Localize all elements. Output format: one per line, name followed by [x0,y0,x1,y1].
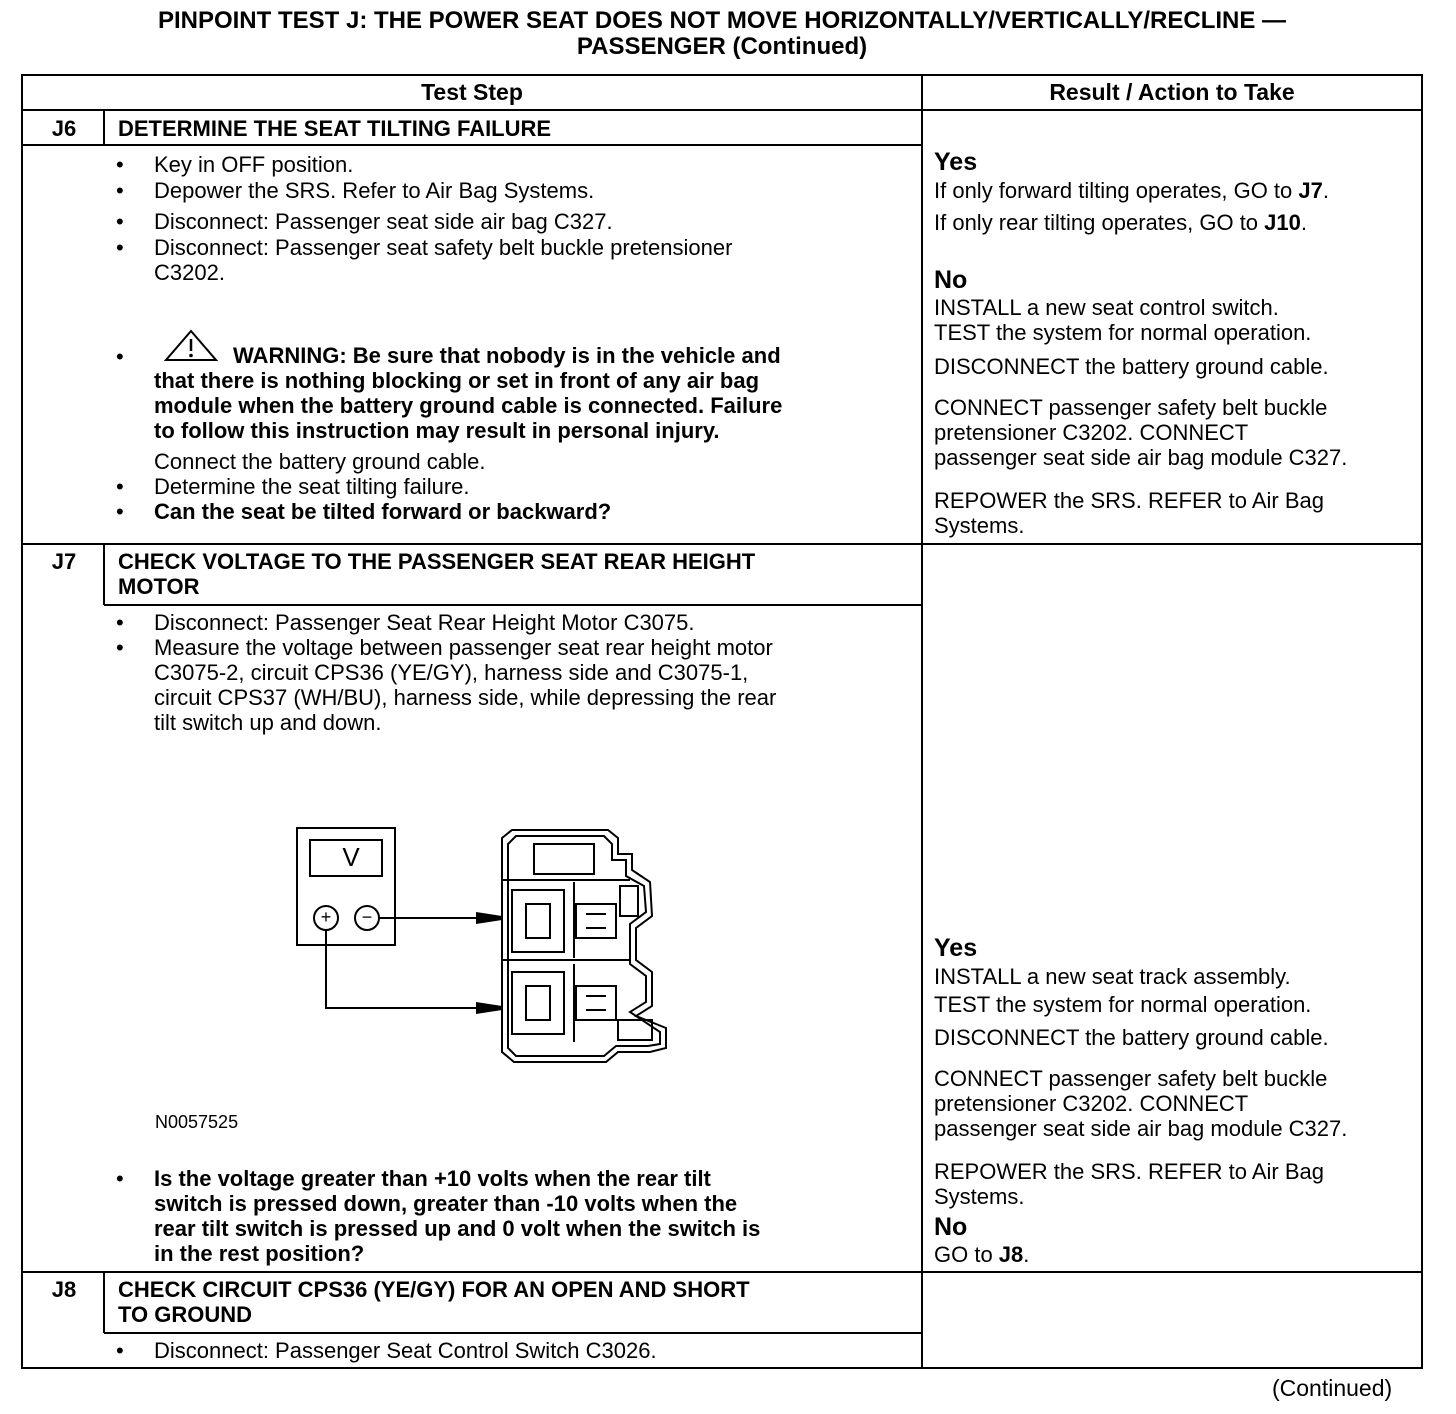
j6-step-1: Key in OFF position. [154,152,354,177]
bullet-icon: • [116,152,124,177]
j7-yes-action-1: INSTALL a new seat track assembly. [934,964,1291,989]
j6-warning-line-4: to follow this instruction may result in personal injury. [154,418,720,443]
j6-warning-line-2: that there is nothing blocking or set in front of any air bag [154,368,760,393]
step-id-j8: J8 [51,1277,77,1302]
step-title-j8-line-1: CHECK CIRCUIT CPS36 (YE/GY) FOR AN OPEN AND SHORT [118,1277,750,1302]
bullet-icon: • [116,474,124,499]
step-title-j8-line-2: TO GROUND [118,1302,253,1327]
j6-step-4-line-1: Disconnect: Passenger seat safety belt buckle pretensioner [154,235,733,260]
j7-yes-action-6: passenger seat side air bag module C327. [934,1116,1348,1141]
j6-no-action-2: TEST the system for normal operation. [934,320,1312,345]
link-j10[interactable]: J10 [1264,210,1301,235]
figure-id: N0057525 [155,1112,239,1132]
j7-step-2-line-2: C3075-2, circuit CPS36 (YE/GY), harness side and C3075-1, [154,660,749,685]
j7-yes-action-7: REPOWER the SRS. REFER to Air Bag [934,1159,1325,1184]
j6-connect-ground: Connect the battery ground cable. [154,449,486,474]
bullet-icon: • [116,610,124,635]
bullet-icon: • [116,1338,124,1363]
bullet-icon: • [116,344,124,369]
j7-yes-action-4: CONNECT passenger safety belt buckle [934,1066,1328,1091]
j7-no-action: GO to J8. [934,1242,1030,1267]
j7-step-1: Disconnect: Passenger Seat Rear Height Motor C3075. [154,610,695,635]
j6-yes-rear: If only rear tilting operates, GO to J10. [934,210,1307,235]
voltmeter-plus-label: + [320,907,332,927]
j7-yes-action-2: TEST the system for normal operation. [934,992,1312,1017]
step-title-j7-line-2: MOTOR [118,574,200,599]
j6-no-action-5: pretensioner C3202. CONNECT [934,420,1249,445]
j7-no-label: No [934,1213,968,1241]
bullet-icon: • [116,635,124,660]
j8-step-1: Disconnect: Passenger Seat Control Switch C3026. [154,1338,657,1363]
j7-question-line-3: rear tilt switch is pressed up and 0 volt when the switch is [154,1216,761,1241]
voltmeter-minus-label: − [361,907,373,927]
j7-question-line-4: in the rest position? [154,1241,365,1266]
j7-question-line-1: Is the voltage greater than +10 volts when the rear tilt [154,1166,711,1191]
bullet-icon: • [116,178,124,203]
j6-step-4-line-2: C3202. [154,260,225,285]
j6-no-label: No [934,266,968,294]
j6-step-2: Depower the SRS. Refer to Air Bag Systems. [154,178,595,203]
j6-yes-forward: If only forward tilting operates, GO to J7. [934,178,1329,203]
continued-footer: (Continued) [1272,1375,1393,1401]
j6-warning-line-3: module when the battery ground cable is connected. Failure [154,393,783,418]
header-test-step: Test Step [421,79,523,105]
step-id-j7: J7 [51,549,77,574]
connector-c3075-icon [502,830,666,1062]
positive-lead [326,930,476,1008]
title-line-2: PASSENGER (Continued) [576,33,868,60]
j7-step-2-line-4: tilt switch up and down. [154,710,382,735]
j7-yes-action-5: pretensioner C3202. CONNECT [934,1091,1249,1116]
j7-step-2-line-1: Measure the voltage between passenger seat rear height motor [154,635,773,660]
j7-question-line-2: switch is pressed down, greater than -10 volts when the [154,1191,738,1216]
j6-step-3: Disconnect: Passenger seat side air bag C327. [154,209,613,234]
link-j7[interactable]: J7 [1298,178,1323,203]
bullet-icon: • [116,499,124,524]
voltmeter-display-label: V [342,842,360,872]
j6-no-action-4: CONNECT passenger safety belt buckle [934,395,1328,420]
j6-no-action-6: passenger seat side air bag module C327. [934,445,1348,470]
j6-step-5: Determine the seat tilting failure. [154,474,470,499]
j6-no-action-3: DISCONNECT the battery ground cable. [934,354,1329,379]
step-id-j6: J6 [51,116,77,141]
j6-no-action-7: REPOWER the SRS. REFER to Air Bag [934,488,1325,513]
warning-triangle-icon [164,329,218,363]
j7-step-2-line-3: circuit CPS37 (WH/BU), harness side, while depressing the rear [154,685,777,710]
header-result-action: Result / Action to Take [1049,79,1295,105]
j6-no-action-1: INSTALL a new seat control switch. [934,295,1279,320]
title-line-1: PINPOINT TEST J: THE POWER SEAT DOES NOT MOVE HORIZONTALLY/VERTICALLY/RECLINE — [157,7,1287,34]
j7-yes-action-3: DISCONNECT the battery ground cable. [934,1025,1329,1050]
j6-no-action-8: Systems. [934,513,1025,538]
j6-warning-line-1: WARNING: Be sure that nobody is in the vehicle and [233,343,781,368]
probe-tip-icon [476,1002,502,1014]
j6-yes-label: Yes [934,148,978,176]
bullet-icon: • [116,1166,124,1191]
bullet-icon: • [116,235,124,260]
bullet-icon: • [116,209,124,234]
j7-yes-label: Yes [934,934,978,962]
step-title-j6: DETERMINE THE SEAT TILTING FAILURE [118,116,552,141]
j6-question: Can the seat be tilted forward or backward? [154,499,612,524]
probe-tip-icon [476,912,502,924]
step-title-j7-line-1: CHECK VOLTAGE TO THE PASSENGER SEAT REAR HEIGHT [118,549,756,574]
link-j8[interactable]: J8 [998,1242,1024,1267]
j7-yes-action-8: Systems. [934,1184,1025,1209]
